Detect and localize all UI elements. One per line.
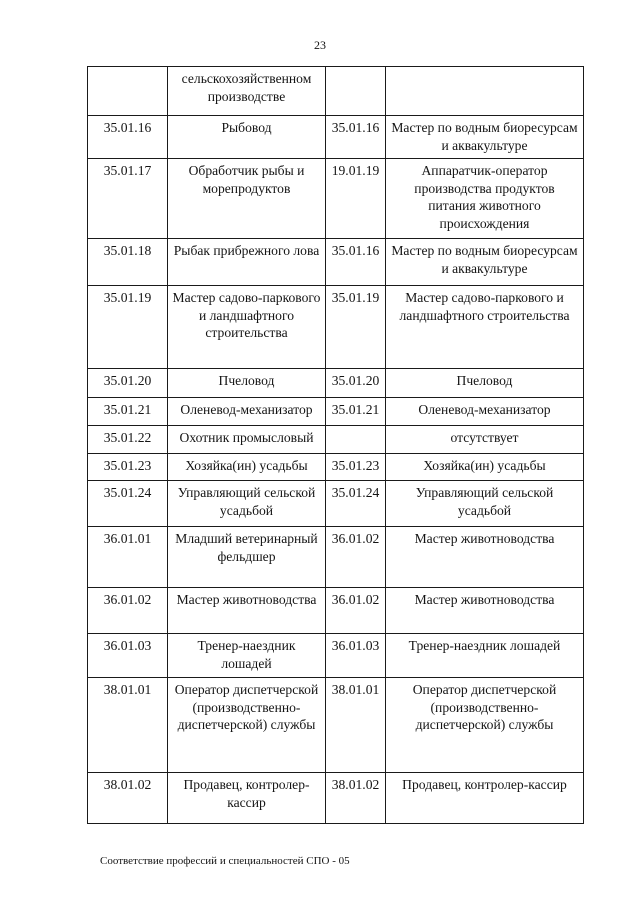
page-footer: Соответствие профессий и специальностей СПО - 05 [100,855,350,867]
old-profession-cell: Пчеловод [168,369,326,398]
table-row [88,398,584,426]
new-profession-cell: Оператор диспетчерской (производственно-диспетчерской) службы [386,678,584,773]
table-row [88,773,584,824]
new-code-cell: 19.01.19 [326,159,386,239]
old-profession-cell: сельскохозяйственном производстве [168,67,326,116]
old-code-cell: 36.01.02 [88,588,168,634]
old-code-cell: 35.01.24 [88,481,168,527]
old-profession-cell: Продавец, контролер-кассир [168,773,326,824]
new-profession-cell [386,67,584,116]
table-body [88,67,584,824]
old-code-cell: 36.01.01 [88,527,168,588]
new-code-cell: 36.01.02 [326,527,386,588]
new-code-cell: 35.01.16 [326,116,386,159]
new-code-cell: 38.01.02 [326,773,386,824]
old-code-cell: 35.01.18 [88,239,168,286]
new-code-cell: 35.01.16 [326,239,386,286]
table-row [88,369,584,398]
table-row [88,426,584,454]
old-profession-cell: Оператор диспетчерской (производственно-диспетчерской) службы [168,678,326,773]
old-code-cell: 35.01.22 [88,426,168,454]
table-row [88,634,584,678]
old-profession-cell: Обработчик рыбы и морепродуктов [168,159,326,239]
old-profession-cell: Тренер-наездник лошадей [168,634,326,678]
old-code-cell [88,67,168,116]
new-profession-cell: Хозяйка(ин) усадьбы [386,454,584,481]
old-profession-cell: Рыбовод [168,116,326,159]
old-code-cell: 35.01.17 [88,159,168,239]
table-row [88,286,584,369]
old-code-cell: 35.01.19 [88,286,168,369]
table-row [88,588,584,634]
new-profession-cell: Продавец, контролер-кассир [386,773,584,824]
old-code-cell: 35.01.20 [88,369,168,398]
old-profession-cell: Охотник промысловый [168,426,326,454]
old-profession-cell: Младший ветеринарный фельдшер [168,527,326,588]
old-profession-cell: Мастер садово-паркового и ландшафтного строительства [168,286,326,369]
old-code-cell: 35.01.21 [88,398,168,426]
new-profession-cell: Аппаратчик-оператор производства продуктов питания животного происхождения [386,159,584,239]
table-row [88,481,584,527]
old-code-cell: 36.01.03 [88,634,168,678]
table-row [88,527,584,588]
old-code-cell: 35.01.23 [88,454,168,481]
table-row [88,67,584,116]
new-profession-cell: Управляющий сельской усадьбой [386,481,584,527]
table-row [88,116,584,159]
new-code-cell: 38.01.01 [326,678,386,773]
new-profession-cell: Мастер по водным биоресурсам и аквакультуре [386,116,584,159]
new-code-cell: 35.01.21 [326,398,386,426]
old-profession-cell: Оленевод-механизатор [168,398,326,426]
new-profession-cell: Мастер животноводства [386,527,584,588]
new-profession-cell: отсутствует [386,426,584,454]
old-profession-cell: Управляющий сельской усадьбой [168,481,326,527]
profession-table [87,66,584,824]
new-code-cell: 35.01.24 [326,481,386,527]
table-row [88,159,584,239]
table-row [88,239,584,286]
old-profession-cell: Мастер животноводства [168,588,326,634]
new-profession-cell: Мастер по водным биоресурсам и аквакультуре [386,239,584,286]
old-code-cell: 38.01.01 [88,678,168,773]
new-code-cell: 35.01.19 [326,286,386,369]
old-profession-cell: Рыбак прибрежного лова [168,239,326,286]
new-profession-cell: Оленевод-механизатор [386,398,584,426]
new-code-cell [326,67,386,116]
page-number: 23 [314,38,326,52]
new-code-cell [326,426,386,454]
new-code-cell: 35.01.20 [326,369,386,398]
new-profession-cell: Мастер животноводства [386,588,584,634]
new-code-cell: 35.01.23 [326,454,386,481]
new-profession-cell: Пчеловод [386,369,584,398]
new-profession-cell: Тренер-наездник лошадей [386,634,584,678]
table-row [88,678,584,773]
table-row [88,454,584,481]
new-code-cell: 36.01.03 [326,634,386,678]
old-profession-cell: Хозяйка(ин) усадьбы [168,454,326,481]
old-code-cell: 38.01.02 [88,773,168,824]
new-profession-cell: Мастер садово-паркового и ландшафтного строительства [386,286,584,369]
new-code-cell: 36.01.02 [326,588,386,634]
old-code-cell: 35.01.16 [88,116,168,159]
